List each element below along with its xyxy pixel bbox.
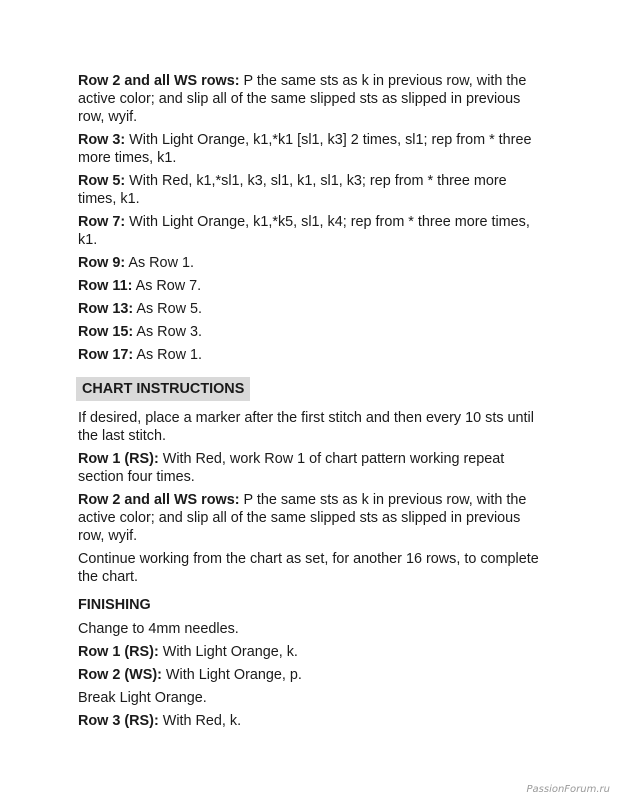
- finishing-row: [78, 666, 548, 684]
- row-text: P the same sts as k in previous row, with the active color; and slip all of the same slipped sts as slipped in previous row, wyif.: [78, 492, 527, 544]
- finishing-break: Break Light Orange.: [78, 690, 207, 706]
- row-label: Row 11:: [78, 278, 133, 294]
- pattern-row: [78, 323, 548, 341]
- row-text: As Row 1.: [125, 255, 194, 271]
- row-text: With Red, k1,*sl1, k3, sl1, k1, sl1, k3; rep from * three more times, k1.: [78, 173, 507, 207]
- finishing-title: FINISHING: [78, 597, 151, 613]
- row-text: P the same sts as k in previous row, with the active color; and slip all of the same slipped sts as slipped in previous row, wyif.: [78, 73, 527, 125]
- pattern-row: [78, 213, 548, 249]
- watermark: PassionForum.ru: [526, 784, 610, 795]
- finishing-instructions: [78, 620, 548, 730]
- pattern-row: [78, 277, 548, 295]
- pattern-row: [78, 300, 548, 318]
- chart-instructions: [78, 409, 548, 586]
- pattern-row: [78, 131, 548, 167]
- instructions-page: [78, 72, 548, 735]
- pattern-row: [78, 254, 548, 272]
- row-text: With Light Orange, k.: [158, 644, 298, 660]
- row-text: As Row 1.: [133, 347, 202, 363]
- row-label: Row 1 (RS):: [78, 451, 159, 467]
- row-label: Row 1 (RS):: [78, 644, 159, 660]
- finishing-row: [78, 712, 548, 730]
- row-text: With Red, work Row 1 of chart pattern working repeat section four times.: [78, 451, 505, 485]
- row-label: Row 3:: [78, 132, 126, 148]
- chart-row: [78, 491, 548, 545]
- row-label: Row 17:: [78, 347, 134, 363]
- pattern-row: [78, 346, 548, 364]
- pattern-row: [78, 172, 548, 208]
- row-label: Row 15:: [78, 324, 134, 340]
- pattern-rows: [78, 72, 548, 364]
- row-label: Row 9:: [78, 255, 126, 271]
- pattern-row: [78, 72, 548, 126]
- row-label: Row 7:: [78, 214, 126, 230]
- row-text: As Row 5.: [133, 301, 202, 317]
- row-label: Row 3 (RS):: [78, 713, 159, 729]
- row-text: As Row 3.: [133, 324, 202, 340]
- chart-instructions-header: CHART INSTRUCTIONS: [76, 377, 250, 401]
- finishing-needles: Change to 4mm needles.: [78, 621, 239, 637]
- row-label: Row 2 and all WS rows:: [78, 73, 240, 89]
- row-text: With Red, k.: [158, 713, 242, 729]
- finishing-row: [78, 643, 548, 661]
- row-text: With Light Orange, k1,*k5, sl1, k4; rep from * three more times, k1.: [78, 214, 530, 248]
- row-label: Row 2 (WS):: [78, 667, 162, 683]
- row-label: Row 2 and all WS rows:: [78, 492, 240, 508]
- chart-row: [78, 450, 548, 486]
- row-text: As Row 7.: [132, 278, 202, 294]
- row-label: Row 13:: [78, 301, 134, 317]
- chart-intro: If desired, place a marker after the first stitch and then every 10 sts until the last stitch.: [78, 410, 534, 444]
- row-text: With Light Orange, k1,*k1 [sl1, k3] 2 times, sl1; rep from * three more times, k1.: [78, 132, 532, 166]
- chart-continue: Continue working from the chart as set, for another 16 rows, to complete the chart.: [78, 551, 539, 585]
- row-text: With Light Orange, p.: [161, 667, 302, 683]
- row-label: Row 5:: [78, 173, 126, 189]
